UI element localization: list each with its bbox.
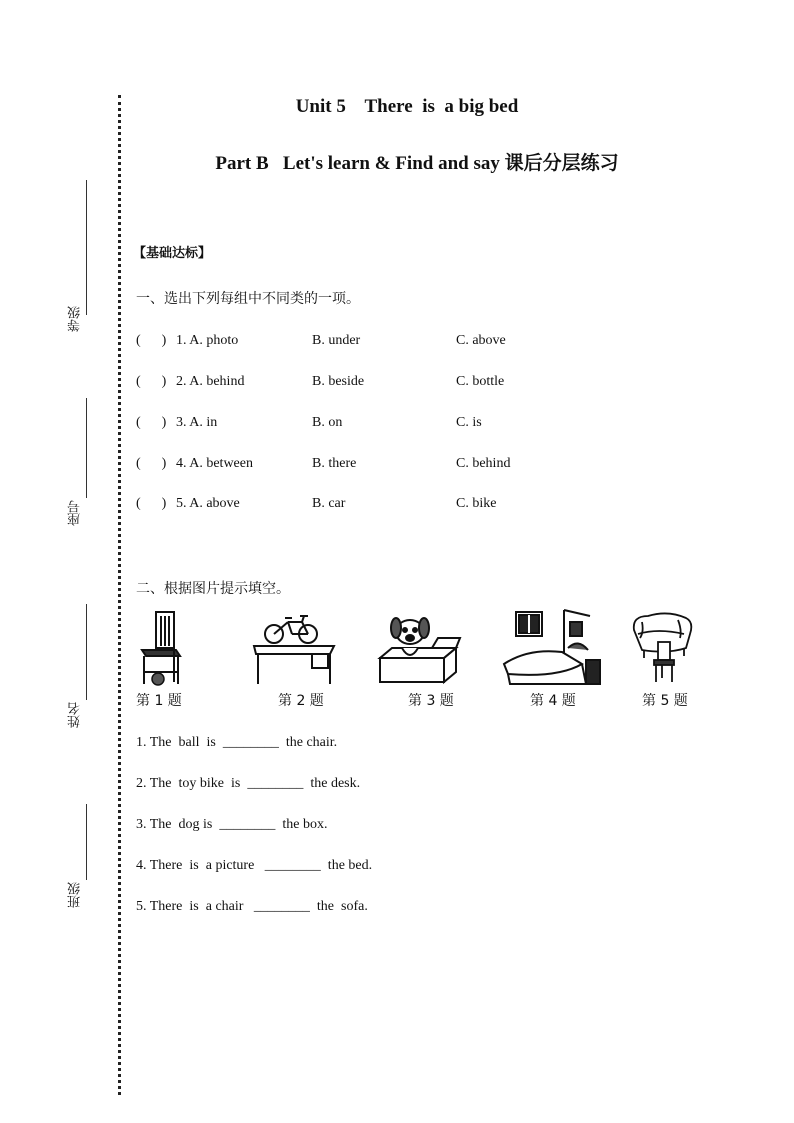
question-row [136,333,696,353]
answer-blank[interactable]: ( ) [136,496,167,511]
picture-label: 第 2 题 [278,693,324,709]
picture-label: 第 1 题 [136,693,182,709]
option-b: B. car [312,496,346,511]
fill-sentence: 2. The toy bike is ________ the desk. [136,776,361,791]
option-a: 3. A. in [176,415,218,430]
fill-sentence: 5. There is a chair ________ the sofa. [136,899,368,914]
bike-on-desk-icon [252,608,338,688]
option-b: B. under [312,333,361,348]
option-b: B. beside [312,374,365,389]
section-tag: 【基础达标】 [133,246,212,261]
picture-label: 第 5 题 [642,693,688,709]
fill-sentence: 4. There is a picture ________ the bed. [136,858,373,873]
page-title: Unit 5 There is a big bed [295,96,519,117]
fill-sentence: 3. The dog is ________ the box. [136,817,328,832]
option-c: C. bottle [456,374,505,389]
part2-heading: 二、根据图片提示填空。 [136,581,290,597]
option-c: C. bike [456,496,497,511]
subtitle-english: Part B Let's learn & Find and say [215,153,505,174]
answer-blank[interactable]: ( ) [136,415,167,430]
binding-dotted-line [118,95,121,1095]
subtitle-chinese: 课后分层练习 [504,152,619,174]
dog-in-box-icon [376,608,462,688]
question-row [136,415,696,435]
picture-label: 第 3 题 [408,693,454,709]
answer-blank[interactable]: ( ) [136,333,167,348]
class-line [86,804,87,880]
chair-with-ball-icon [136,608,186,686]
fill-sentence: 1. The ball is ________ the chair. [136,735,338,750]
option-b: B. there [312,456,357,471]
question-row [136,456,696,476]
option-a: 1. A. photo [176,333,239,348]
name-line [86,604,87,700]
page-subtitle [0,148,794,175]
picture-above-bed-icon [498,608,604,688]
option-c: C. above [456,333,506,348]
picture-label: 第 4 题 [530,693,576,709]
seat-line [86,398,87,498]
question-row [136,496,696,516]
option-c: C. is [456,415,482,430]
chair-in-front-of-sofa-icon [628,608,698,688]
option-c: C. behind [456,456,511,471]
option-a: 4. A. between [176,456,253,471]
name-label: 姓名 [68,702,83,728]
grade-label: 等级 [68,306,83,332]
option-a: 5. A. above [176,496,240,511]
option-a: 2. A. behind [176,374,245,389]
picture-row [132,608,712,718]
answer-blank[interactable]: ( ) [136,456,167,471]
part1-heading: 一、选出下列每组中不同类的一项。 [136,291,360,307]
seat-label: 座号 [68,500,83,526]
answer-blank[interactable]: ( ) [136,374,167,389]
option-b: B. on [312,415,343,430]
class-label: 班级 [68,882,83,908]
grade-line [86,180,87,315]
question-row [136,374,696,394]
